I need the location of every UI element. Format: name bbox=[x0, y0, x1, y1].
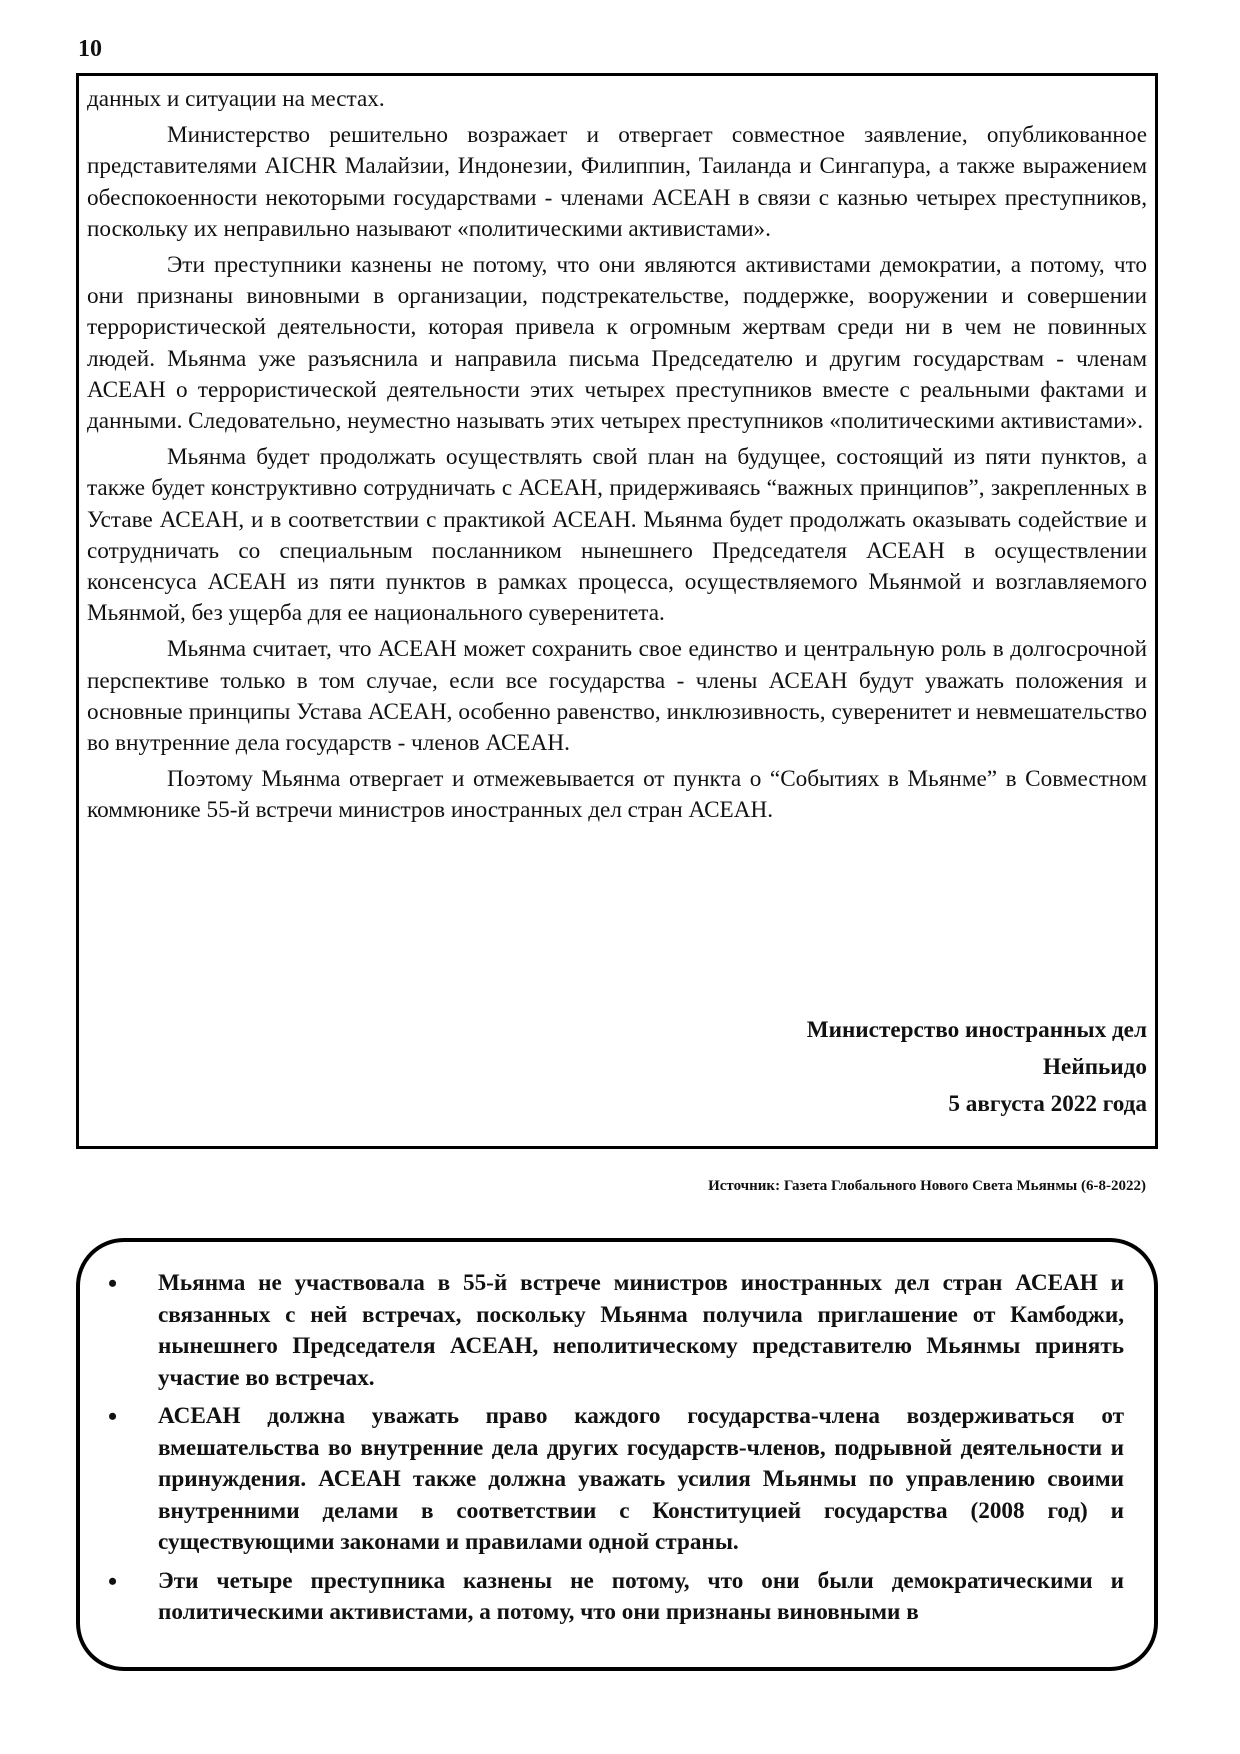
summary-bullet-text: Мьянма не участвовала в 55-й встрече министров иностранных дел стран АСЕАН и связанных с ней встречах, поскольку Мьянма получила приглашение от Камбоджи, нынешнего Председателя АСЕАН, неполитическому представителю Мьянмы принять участие во встречах. bbox=[158, 1270, 1124, 1391]
signature-organization: Министерство иностранных дел bbox=[806, 1017, 1147, 1043]
body-paragraph: Министерство решительно возражает и отвергает совместное заявление, опубликованное представителями AICHR Малайзии, Индонезии, Филиппин, Таиланда и Сингапура, а также выражением обеспокоенности некоторыми государствами - членами АСЕАН в связи с казнью четырех преступников, поскольку их неправильно называют «политическими активистами». bbox=[87, 122, 1147, 242]
statement-box bbox=[76, 73, 1158, 1149]
summary-bullet-text: АСЕАН должна уважать право каждого государства-члена воздерживаться от вмешательства во внутренние дела других государств-членов, подрывной деятельности и принуждения. АСЕАН также должна уважать усилия Мьянмы по управлению своими внутренними делами в соответствии с Конституцией государства (2008 год) и существующими законами и правилами одной страны. bbox=[158, 1403, 1124, 1555]
summary-bullet-item bbox=[106, 1401, 1124, 1559]
body-paragraph: Мьянма считает, что АСЕАН может сохранить свое единство и центральную роль в долгосрочной перспективе только в том случае, если все государства - члены АСЕАН будут уважать положения и основные принципы Устава АСЕАН, особенно равенство, инклюзивность, суверенитет и невмешательство во внутренние дела государств - членов АСЕАН. bbox=[87, 636, 1147, 757]
body-paragraph: Эти преступники казнены не потому, что они являются активистами демократии, а потому, что они признаны виновными в организации, подстрекательстве, поддержке, вооружении и совершении террористической деятельности, которая привела к огромным жертвам среди ни в чем не повинных людей. Мьянма уже разъяснила и направила письма Председателю и другим государствам - членам АСЕАН о террористической деятельности этих четырех преступников вместе с реальными фактами и данными. Следовательно, неуместно называть этих четырех преступников «политическими активистами». bbox=[87, 252, 1147, 435]
body-paragraph: Поэтому Мьянма отвергает и отмежевывается от пункта о “Событиях в Мьянме” в Совместном коммюнике 55-й встречи министров иностранных дел стран АСЕАН. bbox=[87, 766, 1147, 824]
summary-box bbox=[76, 1238, 1158, 1671]
bullet-icon: • bbox=[108, 1269, 118, 1298]
signature-block bbox=[807, 1012, 1147, 1123]
body-paragraph: данных и ситуации на местах. bbox=[87, 86, 385, 112]
signature-date: 5 августа 2022 года bbox=[948, 1091, 1147, 1117]
body-paragraph: Мьянма будет продолжать осуществлять свой план на будущее, состоящий из пяти пунктов, а также будет конструктивно сотрудничать с АСЕАН, придерживаясь “важных принципов”, закрепленных в Уставе АСЕАН, и в соответствии с практикой АСЕАН. Мьянма будет продолжать оказывать содействие и сотрудничать со специальным посланником нынешнего Председателя АСЕАН в осуществлении консенсуса АСЕАН из пяти пунктов в рамках процесса, осуществляемого Мьянмой и возглавляемого Мьянмой, без ущерба для ее национального суверенитета. bbox=[87, 444, 1147, 627]
page-number: 10 bbox=[78, 36, 102, 62]
source-note: Источник: Газета Глобального Нового Света Мьянмы (6-8-2022) bbox=[708, 1178, 1146, 1194]
summary-list bbox=[106, 1268, 1124, 1629]
bullet-icon: • bbox=[108, 1566, 118, 1596]
summary-bullet-item bbox=[106, 1268, 1124, 1394]
summary-bullet-item bbox=[106, 1566, 1124, 1629]
bullet-icon: • bbox=[108, 1402, 118, 1431]
signature-city: Нейпьидо bbox=[1043, 1054, 1147, 1080]
summary-bullet-text: Эти четыре преступника казнены не потому, что они были демократическими и политическими активистами, а потому, что они признаны виновными в bbox=[158, 1567, 1124, 1625]
